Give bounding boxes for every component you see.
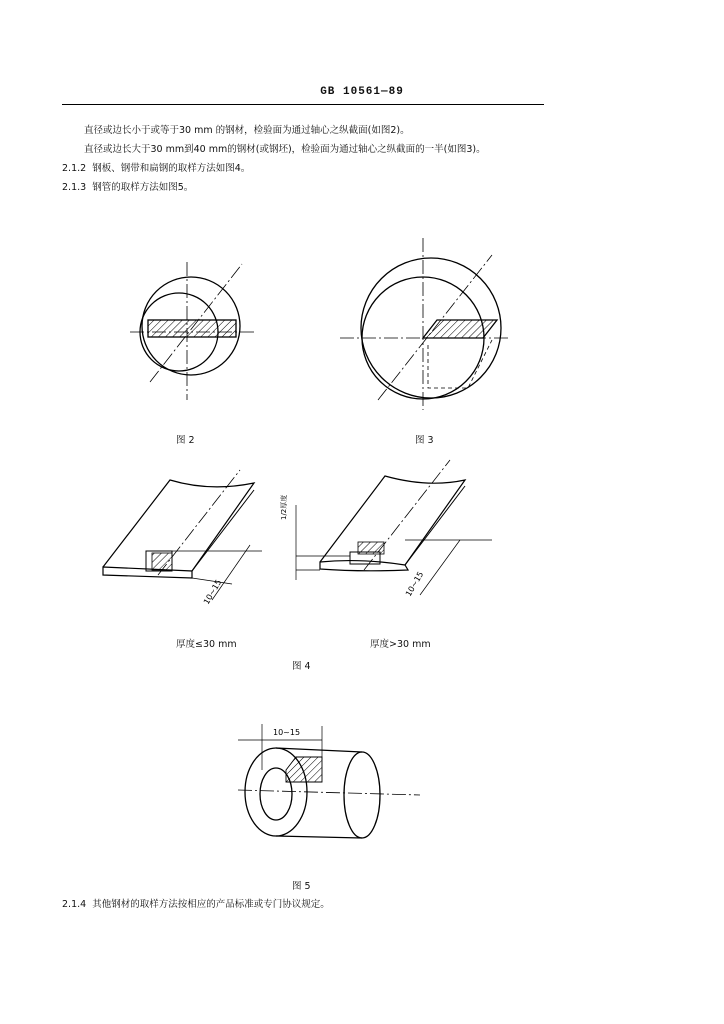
clause-2-1-4 (62, 896, 330, 910)
standard-header: GB 10561—89 (320, 86, 404, 98)
figure-5-caption: 图 5 (292, 881, 311, 892)
figure-2-caption: 图 2 (176, 435, 195, 446)
fig5-dim-label: 10~15 (273, 728, 301, 737)
clause-number: 2.1.2 (62, 163, 87, 174)
clause-number: 2.1.3 (62, 182, 87, 193)
figure-3-drawing (340, 238, 510, 410)
figure-4-right-drawing (279, 460, 492, 598)
figure-4-left-drawing (103, 470, 262, 606)
dim-half-thickness-label: 1/2厚度 (280, 494, 288, 520)
paragraph-fig3: 直径或边长大于30 mm到40 mm的钢材(或钢坯)，检验面为通过轴心之纵截面的一半(如图3)。 (84, 144, 486, 155)
figure-4-left-caption: 厚度≤30 mm (176, 639, 237, 650)
clause-text: 钢管的取样方法如图5。 (92, 182, 194, 193)
dim-right-label: 10~15 (403, 570, 426, 598)
figure-4-caption: 图 4 (292, 661, 311, 672)
figure-5-drawing (238, 724, 420, 838)
figure-3-caption: 图 3 (415, 435, 434, 446)
clause-text: 钢板、钢带和扁钢的取样方法如图4。 (92, 163, 251, 174)
clause-number: 2.1.4 (62, 899, 87, 910)
paragraph-fig2: 直径或边长小于或等于30 mm 的钢材，检验面为通过轴心之纵截面(如图2)。 (84, 125, 410, 136)
dim-left-label: 10~15 (201, 578, 224, 606)
clause-text: 其他钢材的取样方法按相应的产品标准或专门协议规定。 (92, 899, 330, 910)
figure-4-right-caption: 厚度>30 mm (370, 639, 431, 650)
figure-2-drawing (130, 262, 256, 400)
